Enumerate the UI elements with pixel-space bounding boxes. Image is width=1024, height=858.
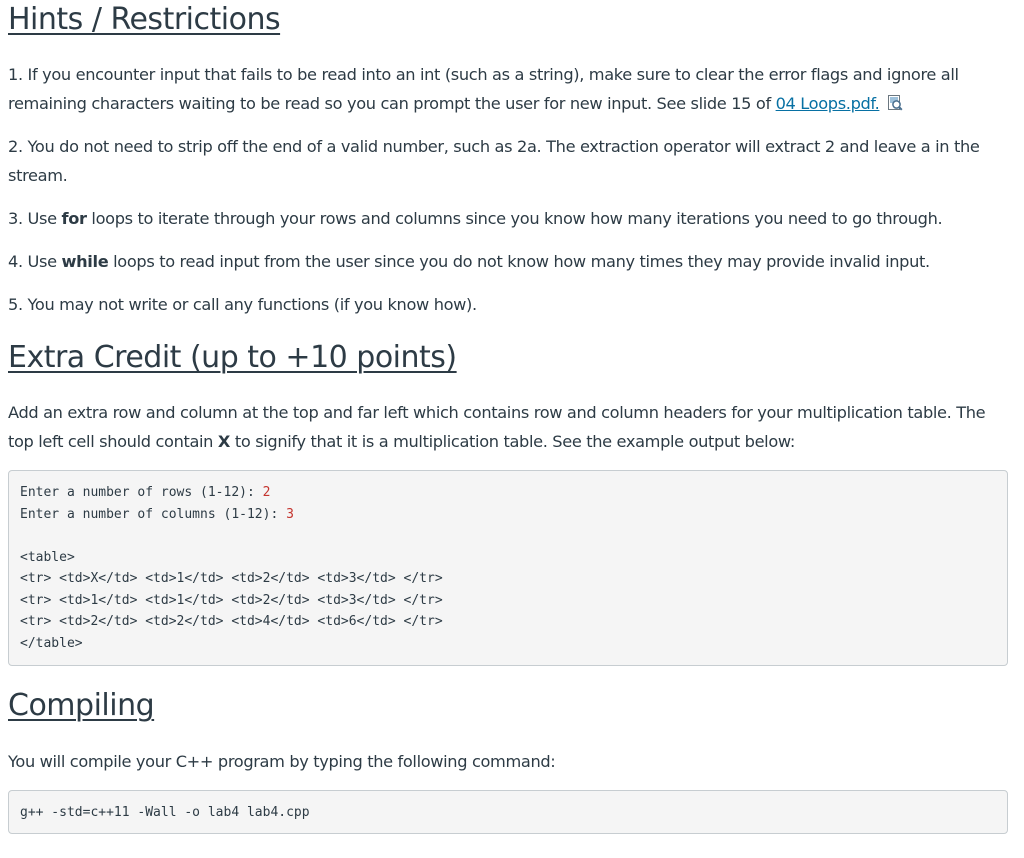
hint-item-3: 3. Use for loops to iterate through your rows and columns since you know how many iterations you need to go through. — [8, 209, 943, 228]
hints-heading: Hints / Restrictions — [8, 2, 281, 37]
code-line: <table> — [20, 549, 75, 565]
code-line: </table> — [20, 635, 83, 651]
hint-item-4: 4. Use while loops to read input from the user since you do not know how many times they may provide invalid input. — [8, 252, 930, 271]
example-output-block — [8, 470, 1008, 666]
loops-pdf-link[interactable]: 04 Loops.pdf. — [775, 94, 880, 113]
hint-item-1: 1. If you encounter input that fails to be read into an int (such as a string), make sure to clear the error flags and ignore all remaining characters waiting to be read so you can prompt the user for new input. See slide 15 of 04 Loops.pdf. — [8, 60, 1013, 120]
code-line: Enter a number of columns (1-12): 3 — [20, 506, 294, 522]
code-line: Enter a number of rows (1-12): 2 — [20, 485, 271, 500]
extra-credit-heading: Extra Credit (up to +10 points) — [8, 340, 457, 375]
code-line: <tr> <td>X</td> <td>1</td> <td>2</td> <td>3</td> </tr> — [20, 571, 443, 586]
hint-item-2: 2. You do not need to strip off the end of a valid number, such as 2a. The extraction operator will extract 2 and leave a in the stream. — [8, 137, 980, 185]
hint-item-5: 5. You may not write or call any functions (if you know how). — [8, 295, 477, 314]
document-preview-icon[interactable] — [887, 91, 903, 120]
code-line: <tr> <td>1</td> <td>1</td> <td>2</td> <td>3</td> </tr> — [20, 592, 443, 608]
compiling-paragraph: You will compile your C++ program by typing the following command: — [8, 752, 556, 771]
compile-command-block — [8, 790, 1008, 834]
extra-credit-paragraph: Add an extra row and column at the top and far left which contains row and column headers for your multiplication table. The top left cell should contain X to signify that it is a multiplication table. See the example output below: — [8, 403, 986, 451]
code-line: <tr> <td>2</td> <td>2</td> <td>4</td> <td>6</td> </tr> — [20, 614, 443, 629]
compile-command: g++ -std=c++11 -Wall -o lab4 lab4.cpp — [20, 805, 310, 820]
compiling-heading: Compiling — [8, 688, 155, 723]
